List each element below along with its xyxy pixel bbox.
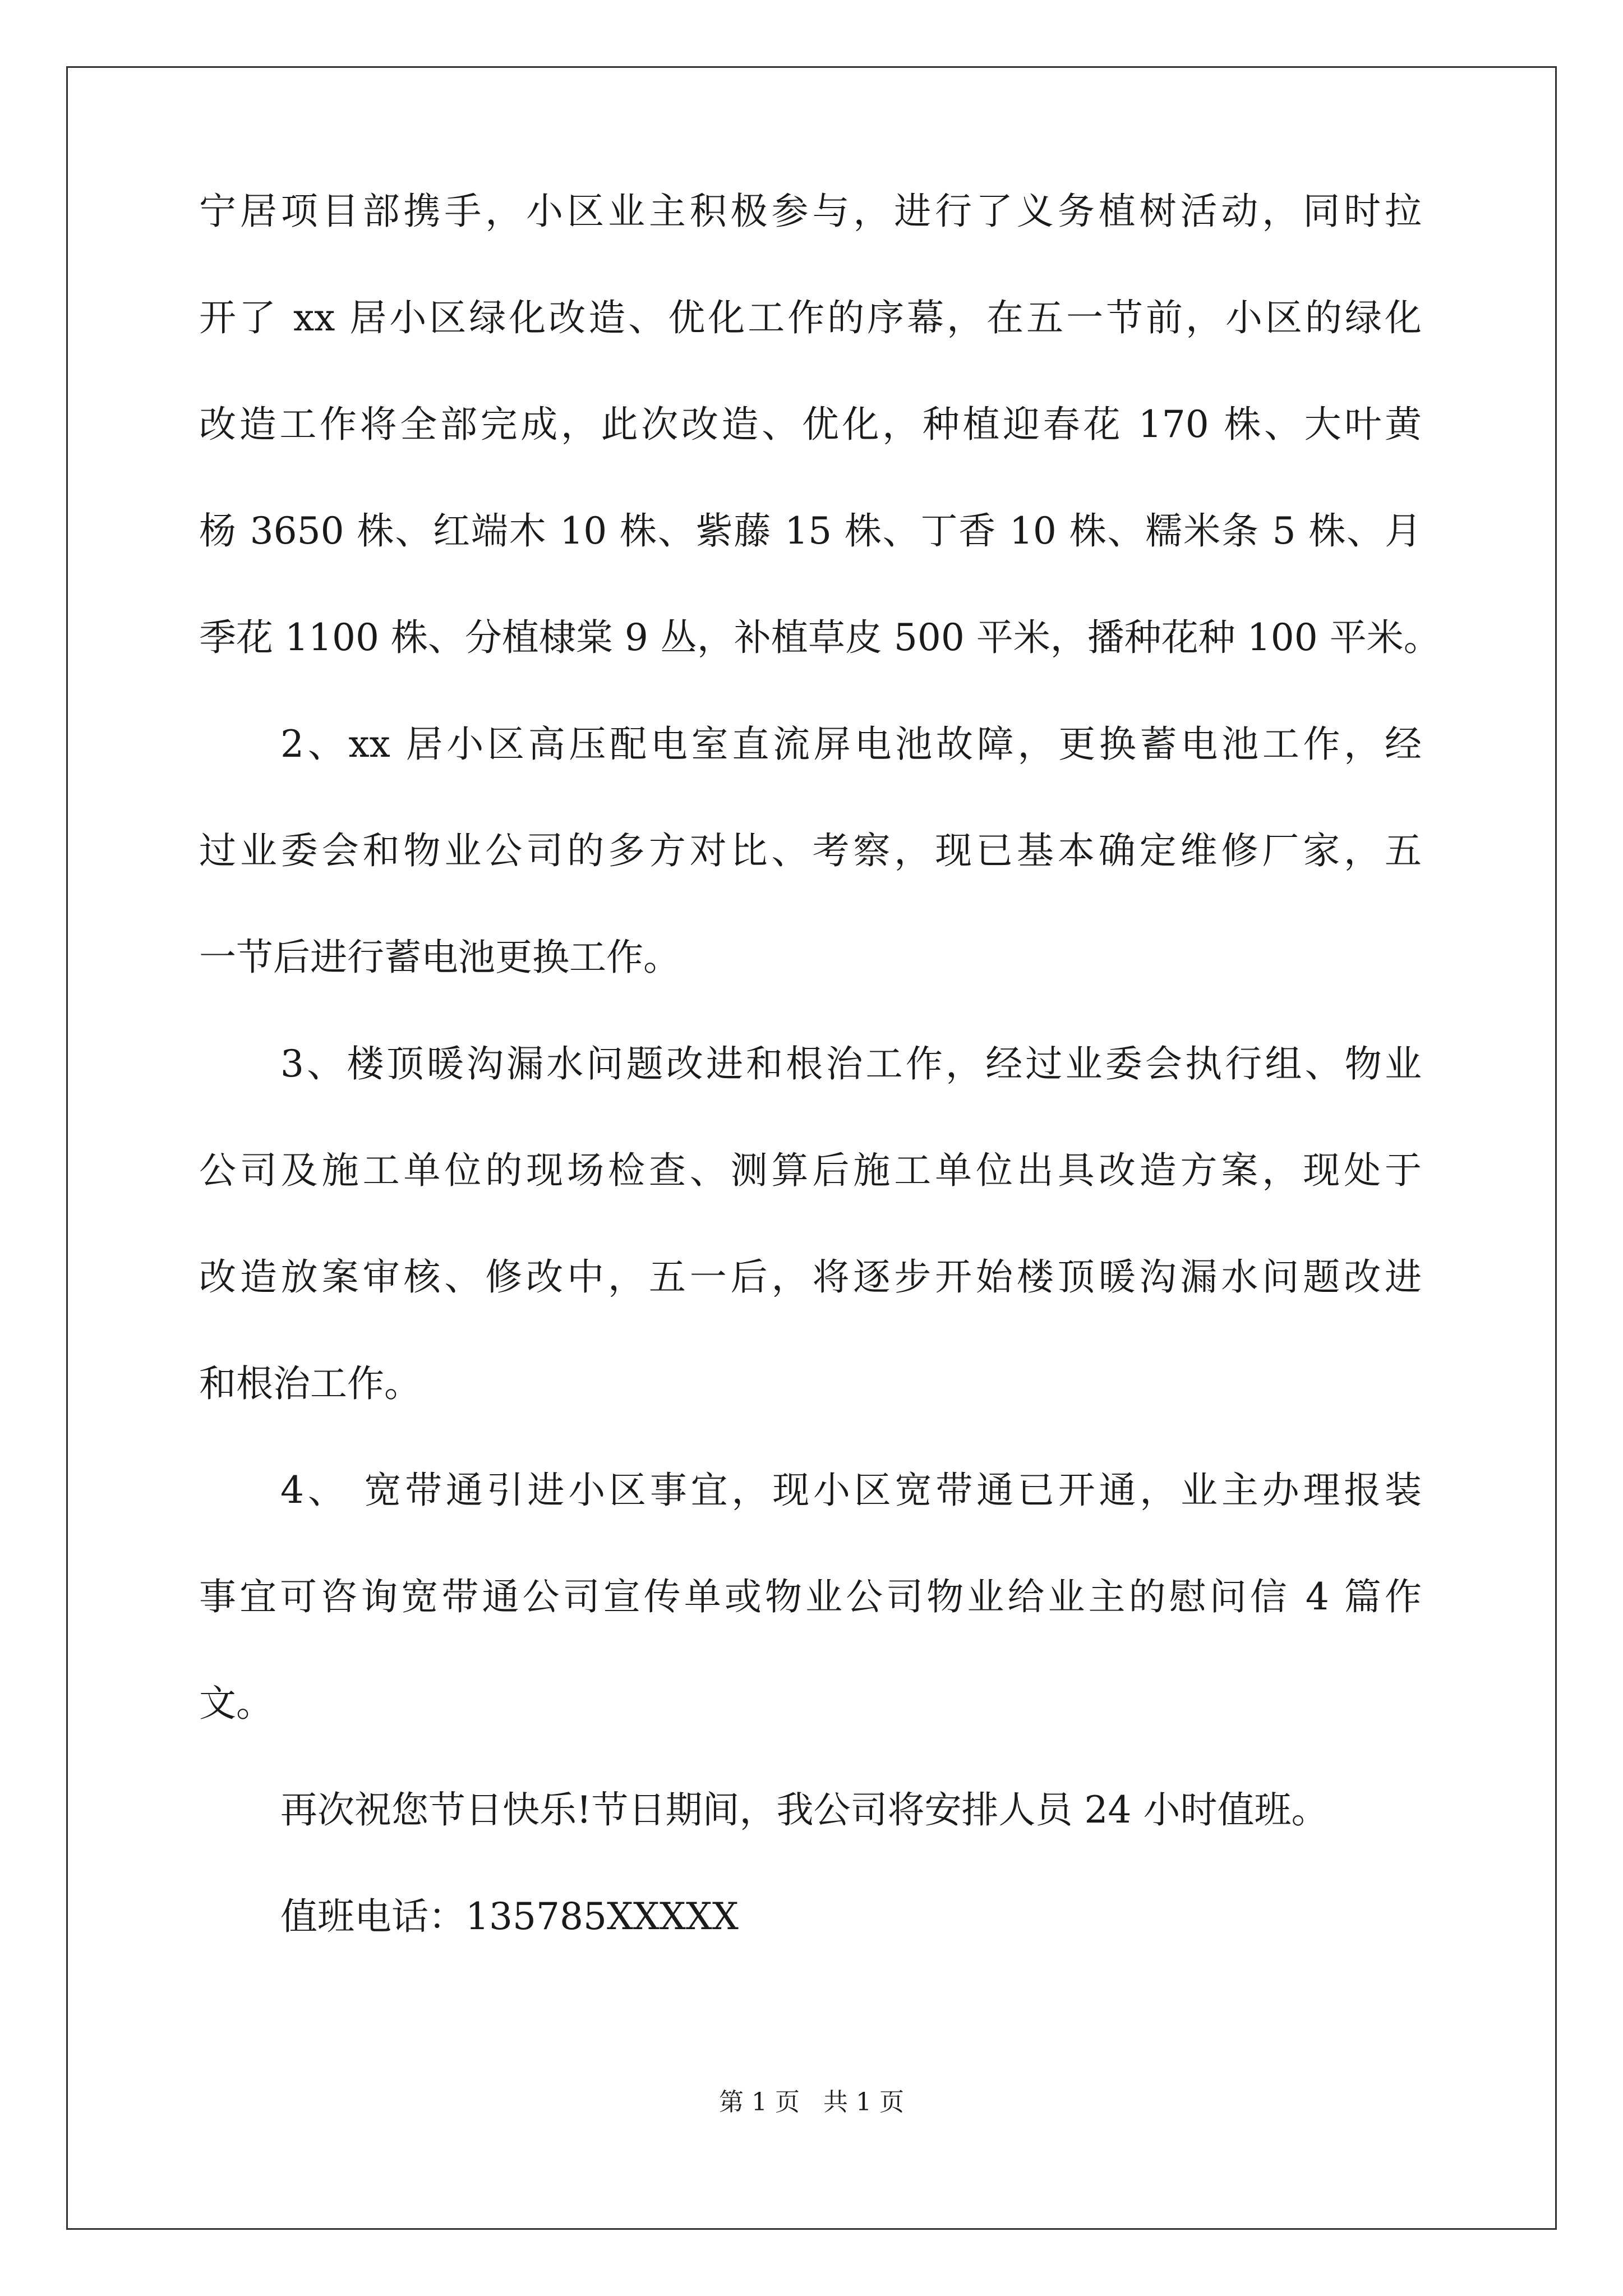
text-line: 文。 <box>199 1682 273 1725</box>
duty-phone: 值班电话：135785XXXXX <box>280 1895 739 1938</box>
text-line: 过业委会和物业公司的多方对比、考察，现已基本确定维修厂家，五 <box>199 829 1422 872</box>
text-line: 宁居项目部携手，小区业主积极参与，进行了义务植树活动，同时拉 <box>199 190 1422 233</box>
text-line: 杨 3650 株、红端木 10 株、紫藤 15 株、丁香 10 株、糯米条 5 株、月 <box>199 509 1422 553</box>
text-line: 改造放案审核、修改中，五一后，将逐步开始楼顶暖沟漏水问题改进 <box>199 1255 1422 1299</box>
paragraph-item-4-line: 4、 宽带通引进小区事宜，现小区宽带通已开通，业主办理报装 <box>280 1469 1422 1512</box>
text-line: 一节后进行蓄电池更换工作。 <box>199 936 680 979</box>
page-number-footer: 第 1 页 共 1 页 <box>719 2088 904 2116</box>
paragraph-item-3-line: 3、楼顶暖沟漏水问题改进和根治工作，经过业委会执行组、物业 <box>280 1042 1422 1085</box>
document-body <box>199 185 1441 1997</box>
paragraph-item-2-line: 2、xx 居小区高压配电室直流屏电池故障，更换蓄电池工作，经 <box>280 723 1422 766</box>
text-line: 开了 xx 居小区绿化改造、优化工作的序幕，在五一节前，小区的绿化 <box>199 296 1422 339</box>
text-line: 和根治工作。 <box>199 1362 421 1405</box>
text-line: 改造工作将全部完成，此次改造、优化，种植迎春花 170 株、大叶黄 <box>199 403 1422 446</box>
text-line: 季花 1100 株、分植棣棠 9 丛，补植草皮 500 平米，播种花种 100 平米。 <box>199 616 1441 659</box>
closing-greeting: 再次祝您节日快乐!节日期间，我公司将安排人员 24 小时值班。 <box>280 1788 1329 1832</box>
text-line: 事宜可咨询宽带通公司宣传单或物业公司物业给业主的慰问信 4 篇作 <box>199 1575 1422 1618</box>
text-line: 公司及施工单位的现场检查、测算后施工单位出具改造方案，现处于 <box>199 1149 1422 1192</box>
